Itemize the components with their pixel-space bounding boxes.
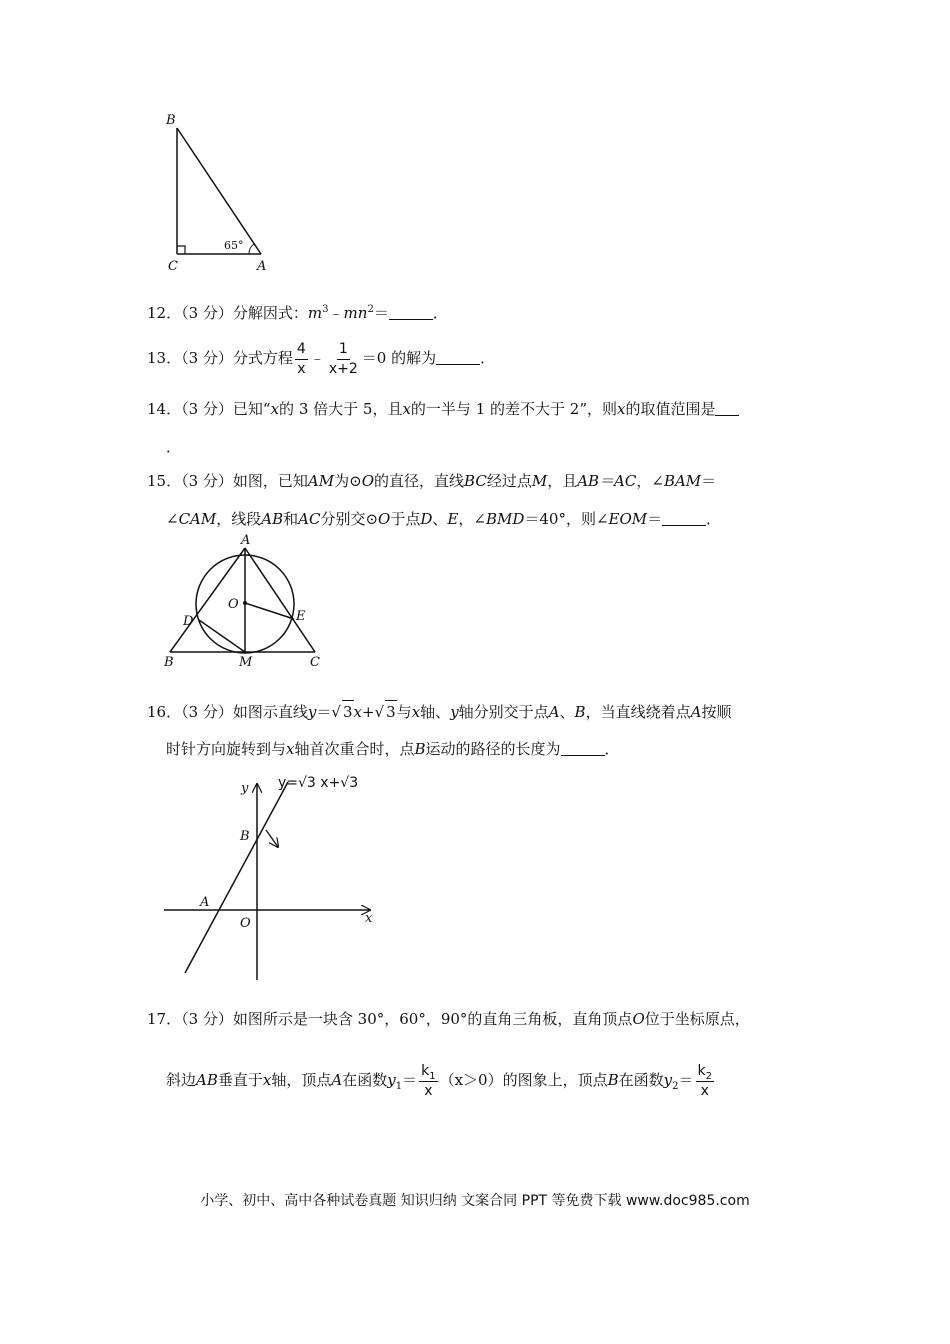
- q15-t2: 为⊙: [334, 472, 362, 490]
- q17-cond: （x＞0）: [439, 1071, 503, 1089]
- question-16-line-1: [147, 700, 731, 723]
- q14-score: （3 分）: [181, 400, 233, 418]
- q17-o: O: [632, 1010, 645, 1028]
- q16-a2: A: [690, 703, 702, 721]
- q14-var-x2: x: [402, 400, 411, 418]
- q15-ac: AC: [298, 510, 321, 528]
- q16-t9: 运动的路径的长度为: [425, 740, 561, 758]
- side-ab: [177, 128, 261, 254]
- q17-t1: 如图所示是一块含 30°，60°，90°的直角三角板，直角顶点: [232, 1010, 633, 1028]
- label-b: B: [164, 655, 174, 670]
- q13-f1-num: 4: [295, 341, 308, 360]
- q16-t3: 轴、: [420, 703, 451, 721]
- q17-k1: k: [421, 1062, 430, 1079]
- label-o: O: [240, 916, 251, 931]
- q14-answer-blank[interactable]: [715, 401, 739, 416]
- q13-after: ＝0 的解为: [361, 349, 437, 367]
- q15-d: D: [420, 510, 433, 528]
- q17-fraction-1: [419, 1063, 437, 1100]
- q16-number: 16．: [147, 703, 182, 721]
- q17-t5: 轴，顶点: [271, 1071, 332, 1089]
- q17-eq: ＝: [402, 1071, 418, 1089]
- q13-text: 分式方程: [232, 349, 293, 367]
- q17-y1: y: [387, 1071, 396, 1089]
- question-16-line-2: [166, 738, 620, 760]
- q16-t1: 如图示直线: [232, 703, 308, 721]
- q17-x: x: [262, 1071, 272, 1089]
- q17-score: （3 分）: [181, 1010, 233, 1028]
- q12-minus: ﹣: [328, 304, 344, 322]
- question-17-line-1: [147, 1008, 750, 1030]
- q17-t4: 垂直于: [217, 1071, 263, 1089]
- q13-fraction-2: [327, 341, 360, 378]
- q15-t12: 于点: [390, 510, 421, 528]
- label-m: M: [239, 655, 253, 670]
- label-o: O: [228, 597, 239, 612]
- q17-y1-sub: 1: [395, 1081, 403, 1092]
- q17-eq2: ＝: [678, 1071, 694, 1089]
- center-dot: [243, 601, 247, 605]
- q17-t3: 斜边: [166, 1071, 197, 1089]
- q17-f2-den: x: [700, 1082, 709, 1099]
- q16-b: B: [574, 703, 586, 721]
- q15-o2: O: [378, 510, 391, 528]
- sqrt-icon: √: [331, 703, 341, 721]
- q13-fraction-1: [295, 341, 308, 378]
- q13-f2-num: 1: [337, 341, 350, 360]
- q16-t5: ，当直线绕着点: [585, 703, 691, 721]
- q12-number: 12．: [147, 304, 182, 322]
- q15-t15: ＝40°，则∠: [524, 510, 609, 528]
- q16-plus: +: [362, 703, 375, 721]
- q12-exp: 3: [322, 304, 329, 315]
- q13-end: ．: [480, 349, 496, 367]
- label-a: A: [241, 534, 251, 548]
- q14-var-x3: x: [616, 400, 626, 418]
- q15-e: E: [447, 510, 459, 528]
- q15-eom: EOM: [608, 510, 648, 528]
- q15-t5: ，且: [547, 472, 578, 490]
- line-equation-label: y=√3 x+√3: [278, 775, 359, 791]
- q12-exp2: 2: [367, 304, 374, 315]
- question-12: [147, 302, 448, 324]
- q13-number: 13．: [147, 349, 182, 367]
- line-graph-figure: [160, 770, 380, 985]
- q14-text-3: 的一半与 1 的差不大于 2”，则: [410, 400, 617, 418]
- q16-end: ．: [604, 740, 620, 758]
- angle-label: 65°: [224, 239, 244, 252]
- q12-end: ．: [432, 304, 448, 322]
- q15-t8: ∠: [166, 510, 179, 528]
- right-angle-mark: [177, 246, 185, 254]
- question-15-line-2: [166, 508, 721, 530]
- q17-k2: k: [697, 1062, 706, 1079]
- label-b: B: [240, 829, 250, 844]
- q16-sqrt3-b: 3: [385, 700, 397, 723]
- q15-t7: ＝: [701, 472, 717, 490]
- q15-t9: ，线段: [216, 510, 262, 528]
- question-17-line-2: [166, 1058, 716, 1102]
- q15-number: 15．: [147, 472, 182, 490]
- q16-answer-blank[interactable]: [561, 741, 605, 756]
- q15-ab: AB: [261, 510, 284, 528]
- q15-bc: BC: [464, 472, 487, 490]
- angle-arc: [249, 244, 254, 254]
- q16-x2: x: [411, 703, 421, 721]
- sqrt-icon: √: [374, 703, 385, 721]
- q17-f1-num: [419, 1063, 437, 1082]
- q16-a: A: [548, 703, 560, 721]
- label-c: C: [310, 655, 320, 670]
- q17-fraction-2: [696, 1063, 714, 1100]
- q13-f1-den: x: [297, 360, 306, 377]
- label-e: E: [296, 609, 306, 624]
- label-d: D: [183, 614, 194, 629]
- q15-am: AM: [307, 472, 335, 490]
- q12-text: 分解因式：: [232, 304, 308, 322]
- q15-t3: 的直径，直线: [374, 472, 465, 490]
- label-a: A: [257, 259, 267, 274]
- q16-b2: B: [414, 740, 426, 758]
- q16-t6: 按顺: [701, 703, 732, 721]
- q16-eq: ＝: [316, 703, 332, 721]
- graph-line: [185, 782, 288, 973]
- q15-t4: 经过点: [486, 472, 532, 490]
- label-b: B: [166, 113, 176, 128]
- q14-text-1: 已知“: [232, 400, 271, 418]
- circle-figure: [160, 534, 340, 674]
- q14-end: ．: [166, 438, 182, 456]
- q16-x: x: [353, 703, 362, 721]
- q15-ab-ac: AB＝AC: [577, 472, 637, 490]
- q17-t2: 位于坐标原点，: [644, 1010, 750, 1028]
- q16-y2: y: [450, 703, 459, 721]
- q15-end: ．: [706, 510, 722, 528]
- q12-var-m: m: [307, 304, 323, 322]
- q14-var-x1: x: [270, 400, 280, 418]
- rotation-arrow-icon: [266, 830, 278, 847]
- q17-t7: 的图象上，顶点: [502, 1071, 608, 1089]
- label-y: y: [241, 781, 249, 796]
- q15-t6: ，∠: [636, 472, 664, 490]
- q17-number: 17．: [147, 1010, 182, 1028]
- q16-t7: 时针方向旋转到与: [166, 740, 287, 758]
- q16-x3: x: [286, 740, 295, 758]
- q13-score: （3 分）: [181, 349, 233, 367]
- q15-t14: ，∠: [458, 510, 486, 528]
- q17-a: A: [331, 1071, 343, 1089]
- q13-minus: ﹣: [309, 349, 325, 367]
- q15-bam: BAM: [663, 472, 702, 490]
- line-ac: [245, 548, 315, 652]
- question-15-line-1: [147, 470, 716, 492]
- q13-answer-blank[interactable]: [436, 350, 480, 365]
- q15-bmd: BMD: [485, 510, 525, 528]
- q12-score: （3 分）: [181, 304, 233, 322]
- q13-f2-den: x+2: [328, 360, 358, 377]
- q15-score: （3 分）: [181, 472, 233, 490]
- q15-t11: 分别交⊙: [320, 510, 379, 528]
- q17-k2-sub: 2: [705, 1070, 713, 1082]
- q17-k1-sub: 1: [429, 1070, 436, 1082]
- q17-ab: AB: [196, 1071, 218, 1089]
- q15-cam: CAM: [178, 510, 217, 528]
- page-footer: 小学、初中、高中各种试卷真题 知识归纳 文案合同 PPT 等免费下载 www.doc985.com: [200, 1193, 750, 1209]
- q12-answer-blank[interactable]: [389, 305, 433, 320]
- label-x: x: [365, 911, 373, 926]
- q17-y2-sub: 2: [672, 1081, 679, 1092]
- q17-t8: 在函数: [618, 1071, 664, 1089]
- label-a: A: [200, 895, 210, 910]
- q16-y: y: [307, 703, 317, 721]
- question-13: [147, 338, 495, 378]
- q14-text-2: 的 3 倍大于 5，且: [279, 400, 403, 418]
- q17-b: B: [607, 1071, 619, 1089]
- q17-y2: y: [663, 1071, 673, 1089]
- q15-m: M: [531, 472, 548, 490]
- q14-text-4: 的取值范围是: [625, 400, 716, 418]
- q16-t2: 与: [396, 703, 412, 721]
- q16-t8: 轴首次重合时，点: [294, 740, 415, 758]
- q15-t10: 和: [283, 510, 299, 528]
- q15-answer-blank[interactable]: [662, 511, 706, 526]
- q12-eq: ＝: [373, 304, 389, 322]
- label-c: C: [168, 259, 178, 274]
- q16-t4: 轴分别交于点: [458, 703, 549, 721]
- q14-end-line: [166, 436, 181, 458]
- q16-score: （3 分）: [181, 703, 233, 721]
- q16-sqrt3-a: 3: [342, 700, 354, 723]
- q14-number: 14．: [147, 400, 182, 418]
- q15-t1: 如图，已知: [232, 472, 308, 490]
- triangle-figure: [160, 108, 280, 278]
- q12-var-mn: mn: [343, 304, 368, 322]
- q15-t16: ＝: [647, 510, 663, 528]
- question-14: [147, 398, 739, 420]
- q17-f1-den: x: [424, 1082, 433, 1099]
- q15-o: O: [361, 472, 375, 490]
- q16-sep: 、: [559, 703, 575, 721]
- q17-t6: 在函数: [342, 1071, 388, 1089]
- q17-f2-num: [696, 1063, 714, 1082]
- q15-t13: 、: [432, 510, 448, 528]
